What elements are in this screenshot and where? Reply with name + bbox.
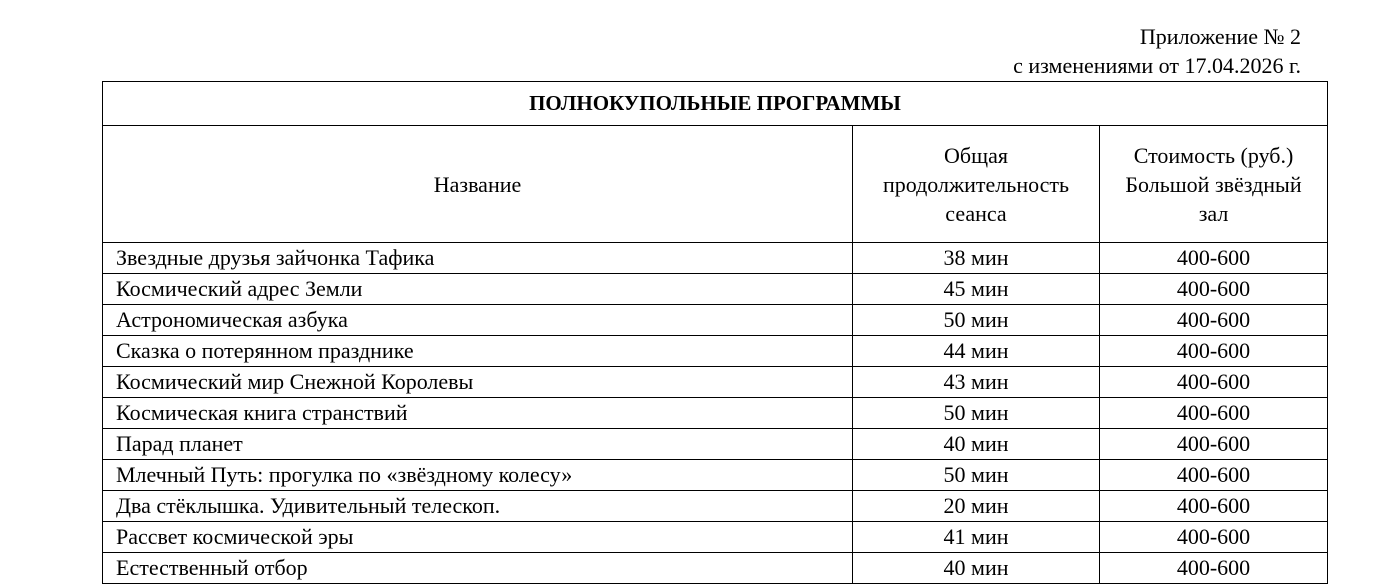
- table-row: [103, 274, 1328, 305]
- column-header-duration-line: сеанса: [945, 200, 1007, 226]
- program-name: Парад планет: [103, 429, 853, 460]
- program-duration: 41 мин: [853, 522, 1100, 553]
- programs-table: [102, 81, 1328, 584]
- program-price: 400-600: [1100, 305, 1328, 336]
- column-header-name: Название: [103, 126, 853, 243]
- table-row: [103, 522, 1328, 553]
- program-duration: 50 мин: [853, 398, 1100, 429]
- column-header-price-line: Стоимость (руб.): [1133, 142, 1294, 168]
- table-title: ПОЛНОКУПОЛЬНЫЕ ПРОГРАММЫ: [103, 82, 1328, 126]
- appendix-revision-date: с изменениями от 17.04.2026 г.: [1013, 53, 1301, 78]
- table-row: [103, 398, 1328, 429]
- program-name: Космический адрес Земли: [103, 274, 853, 305]
- program-name: Рассвет космической эры: [103, 522, 853, 553]
- program-duration: 38 мин: [853, 243, 1100, 274]
- program-price: 400-600: [1100, 243, 1328, 274]
- program-name: Два стёклышка. Удивительный телескоп.: [103, 491, 853, 522]
- program-price: 400-600: [1100, 398, 1328, 429]
- appendix-header: [1013, 22, 1301, 80]
- program-duration: 50 мин: [853, 305, 1100, 336]
- table-header-row: [103, 126, 1328, 243]
- table-row: [103, 367, 1328, 398]
- table-row: [103, 429, 1328, 460]
- table-row: [103, 460, 1328, 491]
- program-duration: 40 мин: [853, 429, 1100, 460]
- column-header-price: [1100, 126, 1328, 243]
- program-price: 400-600: [1100, 429, 1328, 460]
- program-price: 400-600: [1100, 522, 1328, 553]
- program-price: 400-600: [1100, 553, 1328, 584]
- column-header-duration: [853, 126, 1100, 243]
- program-duration: 40 мин: [853, 553, 1100, 584]
- column-header-price-line: зал: [1198, 200, 1229, 226]
- column-header-price-line: Большой звёздный: [1125, 171, 1302, 197]
- program-name: Млечный Путь: прогулка по «звёздному колесу»: [103, 460, 853, 491]
- program-price: 400-600: [1100, 460, 1328, 491]
- program-name: Звездные друзья зайчонка Тафика: [103, 243, 853, 274]
- program-price: 400-600: [1100, 274, 1328, 305]
- table-row: [103, 491, 1328, 522]
- appendix-number: Приложение № 2: [1139, 24, 1301, 49]
- column-header-duration-line: Общая: [944, 142, 1008, 168]
- program-name: Космический мир Снежной Королевы: [103, 367, 853, 398]
- program-name: Космическая книга странствий: [103, 398, 853, 429]
- program-duration: 20 мин: [853, 491, 1100, 522]
- program-name: Астрономическая азбука: [103, 305, 853, 336]
- program-price: 400-600: [1100, 491, 1328, 522]
- program-price: 400-600: [1100, 367, 1328, 398]
- program-name: Естественный отбор: [103, 553, 853, 584]
- program-duration: 45 мин: [853, 274, 1100, 305]
- program-price: 400-600: [1100, 336, 1328, 367]
- program-duration: 44 мин: [853, 336, 1100, 367]
- table-row: [103, 553, 1328, 584]
- table-row: [103, 305, 1328, 336]
- program-name: Сказка о потерянном празднике: [103, 336, 853, 367]
- column-header-duration-line: продолжительность: [882, 171, 1070, 197]
- table-row: [103, 243, 1328, 274]
- program-duration: 50 мин: [853, 460, 1100, 491]
- table-row: [103, 336, 1328, 367]
- program-duration: 43 мин: [853, 367, 1100, 398]
